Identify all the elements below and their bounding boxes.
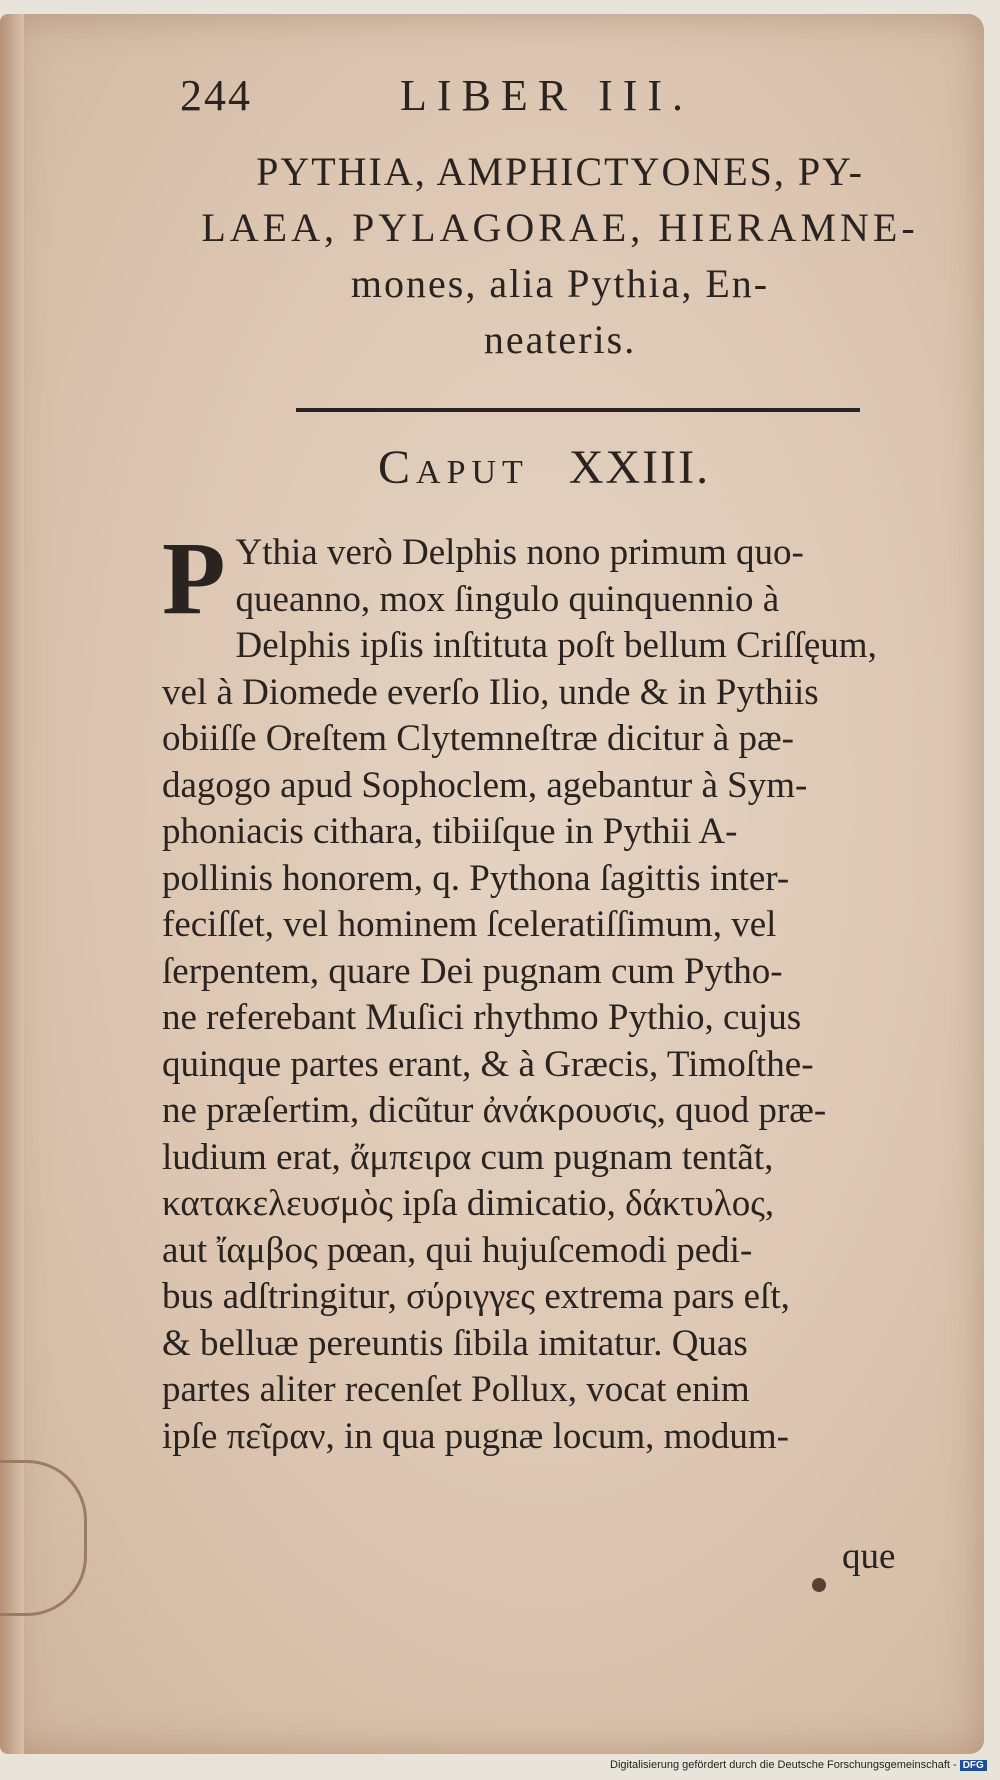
ink-spot <box>812 1578 826 1592</box>
title-line-2: LAEA, PYLAGORAE, HIERAMNE- <box>201 205 919 250</box>
text-line: & belluæ pereuntis ſibila imitatur. Quas <box>162 1322 748 1364</box>
text-line: feciſſet, vel hominem ſceleratiſſimum, vel <box>162 904 777 945</box>
text-line: ipſe πεῖραν, in qua pugnæ locum, modum- <box>162 1415 789 1457</box>
text-line: quinque partes erant, & à Græcis, Timoſthe- <box>162 1043 814 1085</box>
drop-cap: P <box>162 521 226 636</box>
text-line: κατακελευσμὸς ipſa dimicatio, δάκτυλος, <box>162 1183 775 1224</box>
text-line: aut ἴαμβος pœan, qui hujuſcemodi pedi- <box>162 1229 753 1271</box>
text-line: Delphis ipſis inſtituta poſt bellum Criſſęum, <box>235 625 877 666</box>
text-line: pollinis honorem, q. Pythona ſagittis inter- <box>162 857 790 899</box>
running-head: LIBER III. <box>400 71 694 120</box>
text-line: obiiſſe Oreſtem Clytemneſtræ dicitur à pæ- <box>162 718 794 759</box>
text-line: ludium erat, ἄμπειρα cum pugnam tentãt, <box>162 1136 774 1178</box>
text-line: ne referebant Muſici rhythmo Pythio, cujus <box>162 997 802 1038</box>
chapter-heading <box>378 440 798 495</box>
text-line: phoniacis cithara, tibiiſque in Pythii A- <box>162 811 738 852</box>
title-line-4: neateris. <box>483 317 637 362</box>
chapter-number: XXIII. <box>568 441 711 494</box>
text-line: Ythia verò Delphis nono primum quo- <box>235 532 804 573</box>
catchword: que <box>842 1536 896 1577</box>
footer-credit: Digitalisierung gefördert durch die Deutsche Forschungsgemeinschaft - <box>610 1759 957 1771</box>
chapter-label: Caput <box>378 441 529 494</box>
clasp-ring <box>0 1460 87 1616</box>
section-title <box>170 144 950 368</box>
body-text <box>162 521 962 1460</box>
title-line-1: PYTHIA, AMPHICTYONES, PY- <box>256 149 864 194</box>
digitization-footer <box>610 1759 1000 1777</box>
text-line: dagogo apud Sophoclem, agebantur à Sym- <box>162 764 808 806</box>
title-rule <box>296 408 860 412</box>
text-line: ſerpentem, quare Dei pugnam cum Pytho- <box>162 950 783 992</box>
page-header <box>180 70 740 120</box>
page-number: 244 <box>180 71 252 120</box>
text-line: bus adſtringitur, σύριγγες extrema pars eſt, <box>162 1276 790 1317</box>
text-line: queanno, mox ſingulo quinquennio à <box>235 578 780 620</box>
text-line: partes aliter recenſet Pollux, vocat enim <box>162 1369 750 1410</box>
text-line: vel à Diomede everſo Ilio, unde & in Pythiis <box>162 671 819 713</box>
title-line-3: mones, alia Pythia, En- <box>350 261 770 306</box>
dfg-logo: DFG <box>960 1760 987 1771</box>
text-line: ne præſertim, dicũtur ἀνάκρουσις, quod præ- <box>162 1090 827 1131</box>
